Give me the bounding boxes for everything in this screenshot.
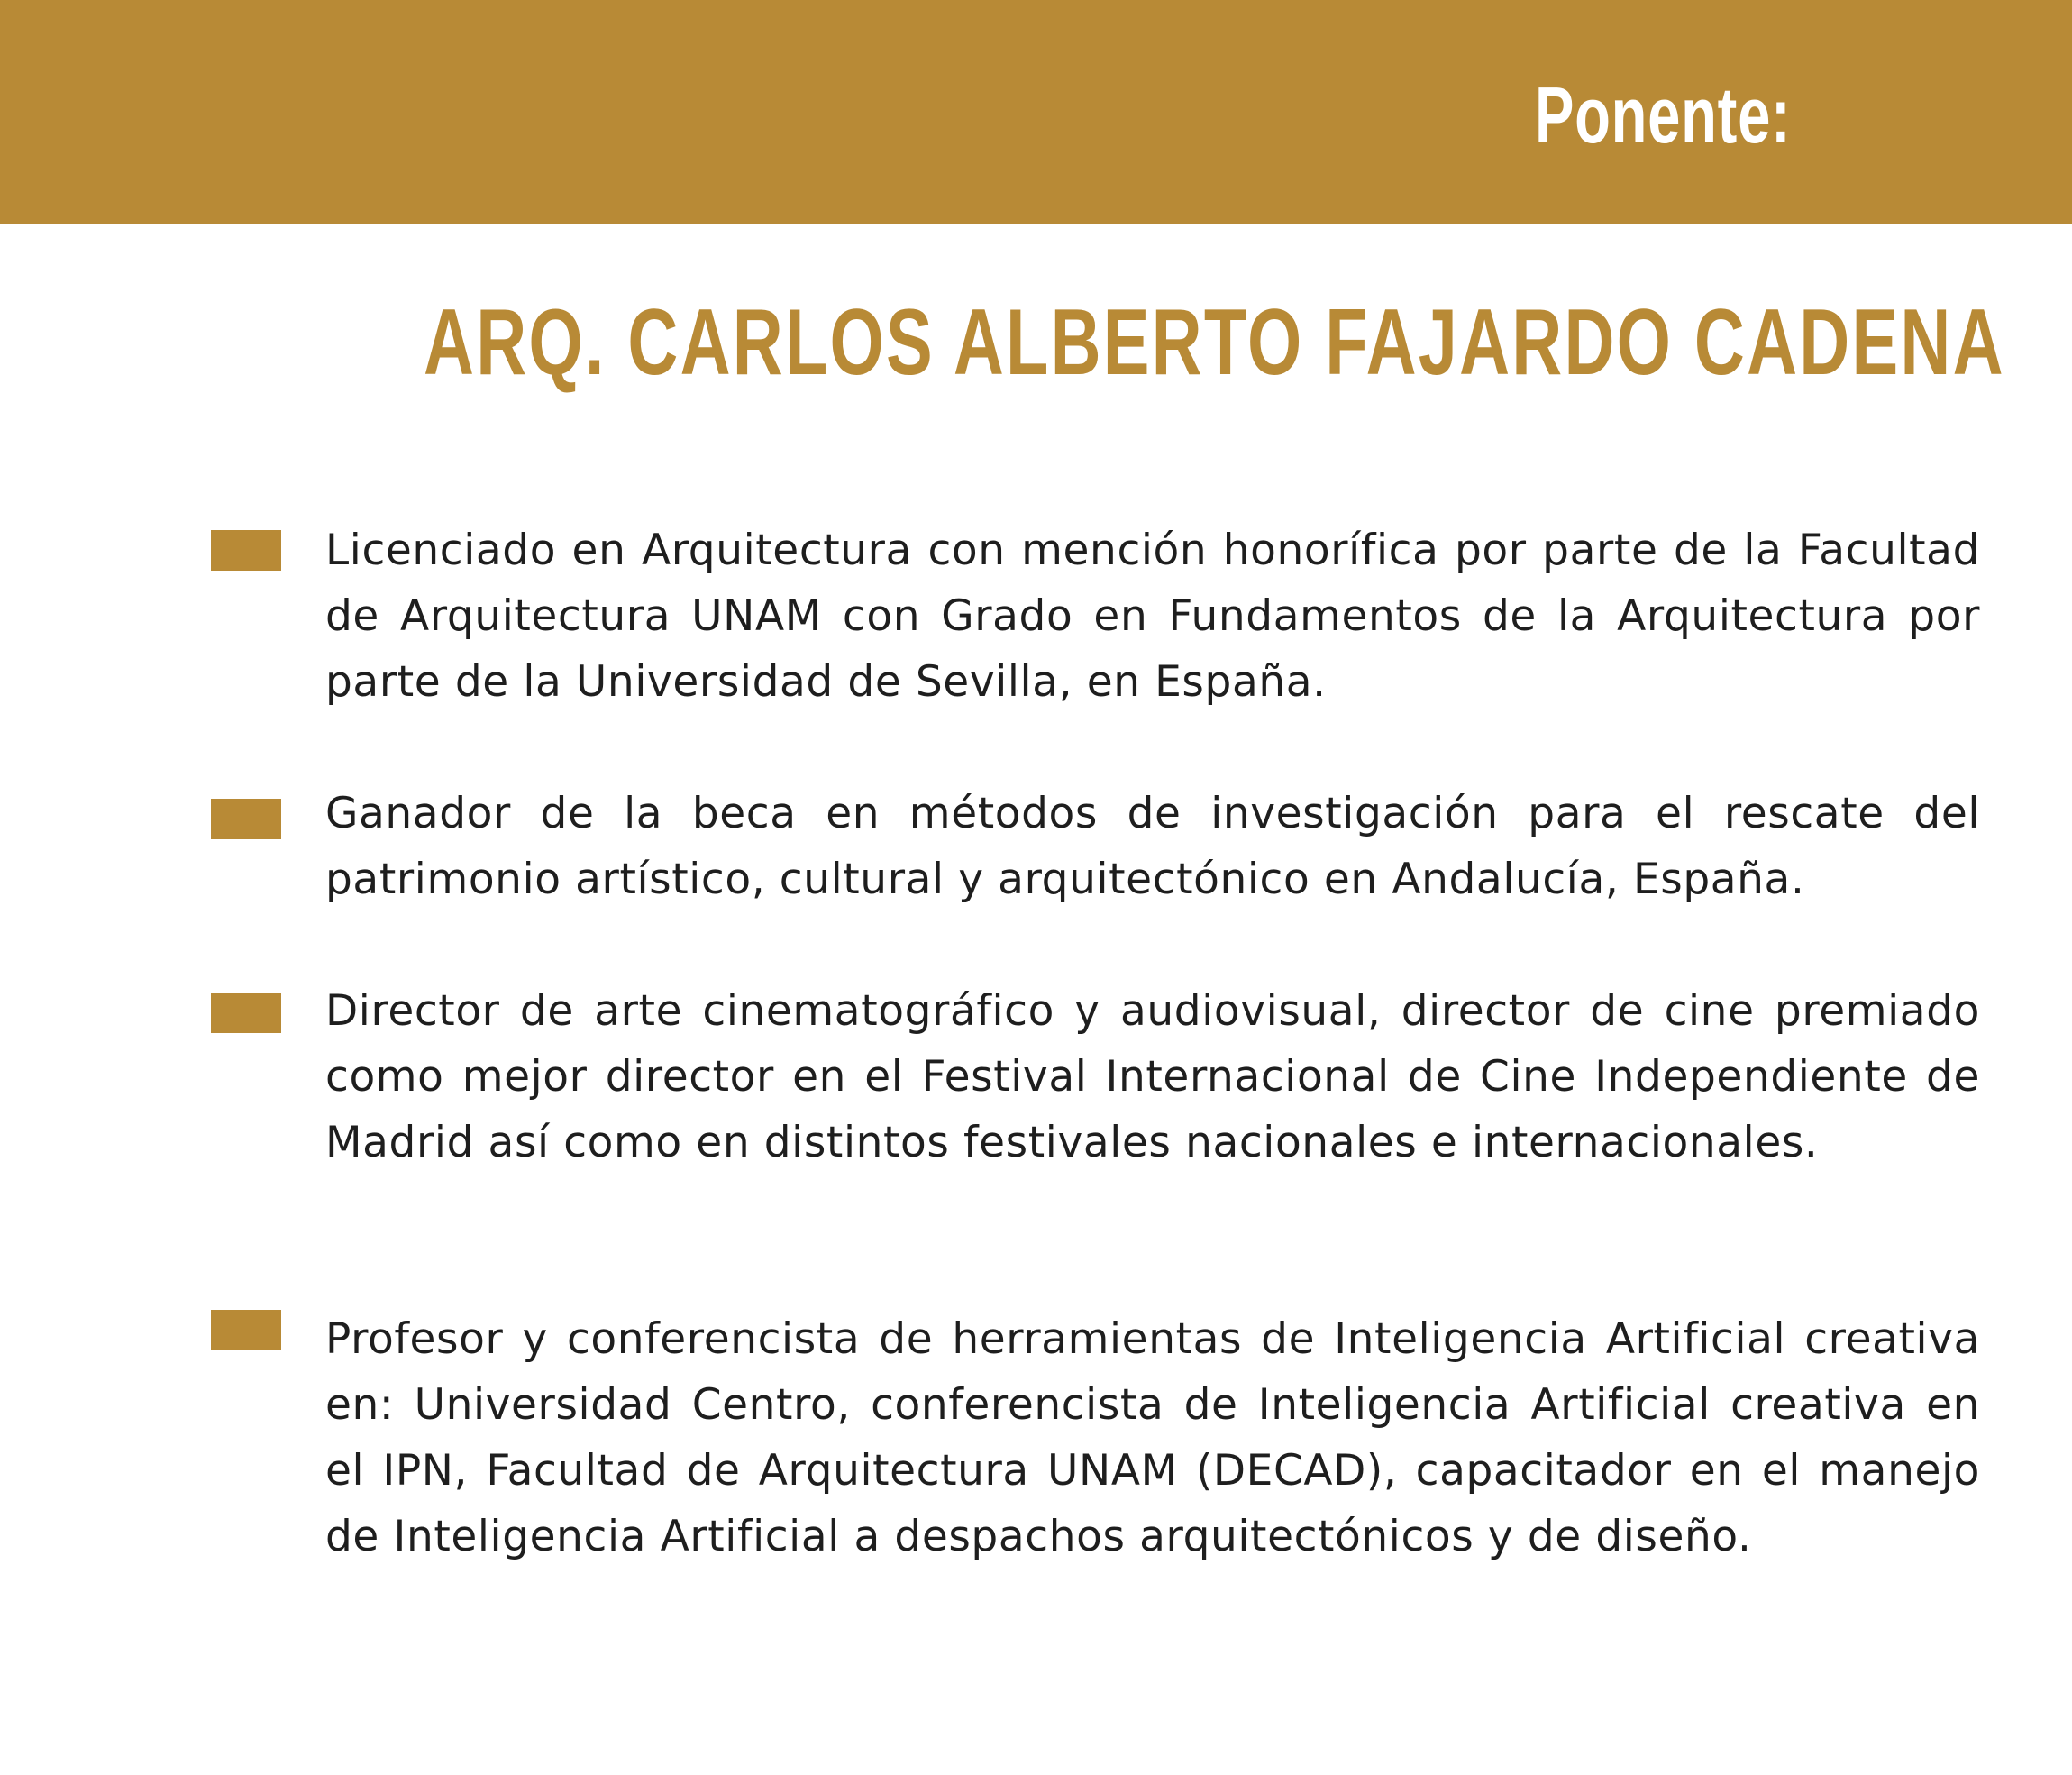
bio-bullet-text: Profesor y conferencista de herramientas de Inteligencia Artificial creativa en: Universidad Centro, conferencista de Inteligencia Artificial creativa en el IPN, Facultad de Arquitectura UNAM (DECAD), capacitador en el manejo de Inteligencia Artificial a despachos arquitectónicos y de diseño. (325, 1314, 1980, 1561)
bullet-square-icon (211, 1310, 281, 1350)
bio-bullet-text: Licenciado en Arquitectura con mención honorífica por parte de la Facultad de Arquitectura UNAM con Grado en Fundamentos de la Arquitectura por parte de la Universidad de Sevilla, en España. (325, 526, 1980, 707)
header-label: Ponente: (1534, 70, 1791, 160)
bio-bullet-text: Director de arte cinematográfico y audiovisual, director de cine premiado como mejor director en el Festival Internacional de Cine Independiente de Madrid así como en distintos festivales nacionales e internacionales. (325, 986, 1980, 1167)
header-banner (0, 0, 2072, 224)
bio-bullet-text: Ganador de la beca en métodos de investigación para el rescate del patrimonio artístico, cultural y arquitectónico en Andalucía, España. (325, 789, 1980, 904)
bullet-square-icon (211, 993, 281, 1033)
speaker-name: ARQ. CARLOS ALBERTO FAJARDO CADENA (424, 290, 2005, 395)
bullet-square-icon (211, 799, 281, 839)
bullet-square-icon (211, 530, 281, 571)
